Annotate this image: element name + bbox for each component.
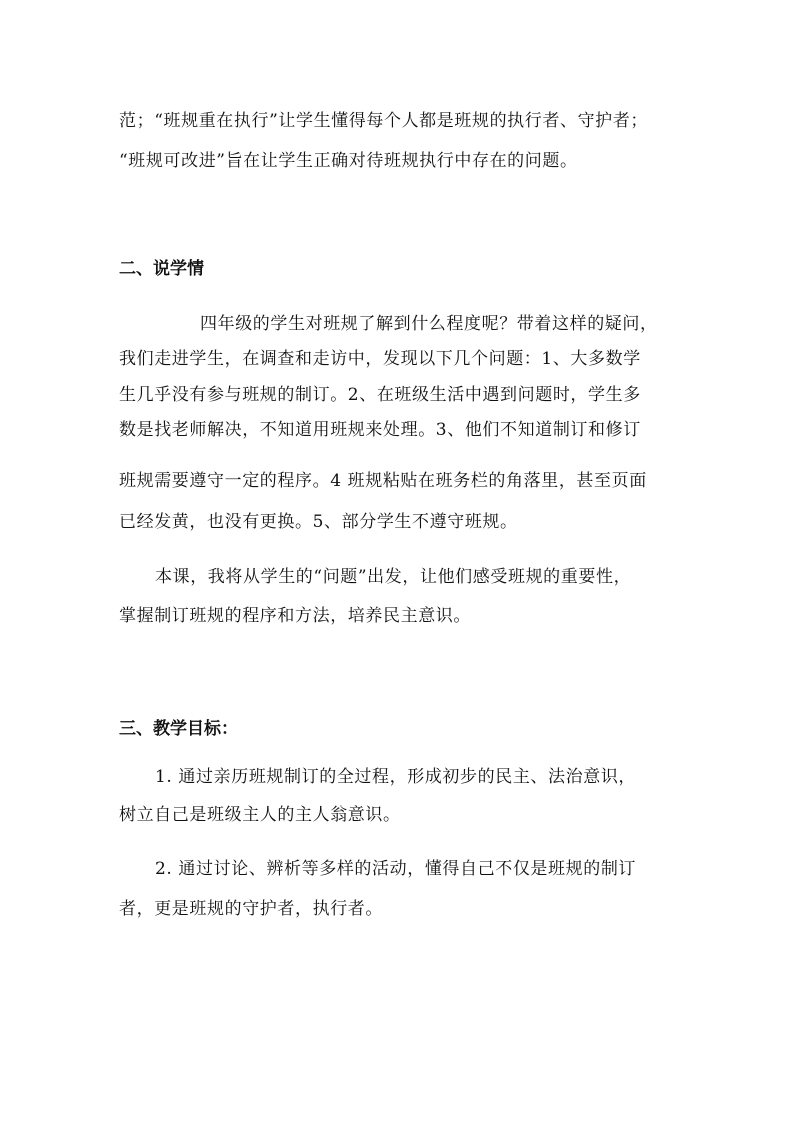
goal-line: 1. 通过亲历班规制订的全过程，形成初步的民主、法治意识， (155, 767, 637, 787)
paragraph-line: 四年级的学生对班规了解到什么程度呢？带着这样的疑问， (200, 314, 658, 334)
goal-line: 树立自己是班级主人的主人翁意识。 (119, 805, 401, 825)
paragraph-line: 掌握制订班规的程序和方法，培养民主意识。 (119, 606, 471, 626)
section-heading-learning-situation: 二、说学情 (119, 259, 204, 279)
intro-line-2: “班规可改进”旨在让学生正确对待班规执行中存在的问题。 (119, 151, 578, 171)
paragraph-line: 数是找老师解决，不知道用班规来处理。3、他们不知道制订和修订 (119, 420, 641, 440)
goal-line: 者，更是班规的守护者，执行者。 (119, 899, 383, 919)
intro-line-1: 范；“班规重在执行”让学生懂得每个人都是班规的执行者、守护者； (119, 111, 648, 131)
paragraph-line: 生几乎没有参与班规的制订。2、在班级生活中遇到问题时，学生多 (119, 385, 641, 405)
section-heading-teaching-goals: 三、教学目标： (119, 719, 238, 739)
paragraph-line: 已经发黄，也没有更换。5、部分学生不遵守班规。 (119, 512, 518, 532)
paragraph-line: 班规需要遵守一定的程序。4 班规粘贴在班务栏的角落里，甚至页面 (119, 471, 647, 491)
paragraph-line: 我们走进学生，在调查和走访中，发现以下几个问题：1、大多数学 (119, 349, 641, 369)
paragraph-line: 本课，我将从学生的“问题”出发，让他们感受班规的重要性， (155, 567, 632, 587)
goal-line: 2. 通过讨论、辨析等多样的活动，懂得自己不仅是班规的制订 (155, 859, 637, 879)
